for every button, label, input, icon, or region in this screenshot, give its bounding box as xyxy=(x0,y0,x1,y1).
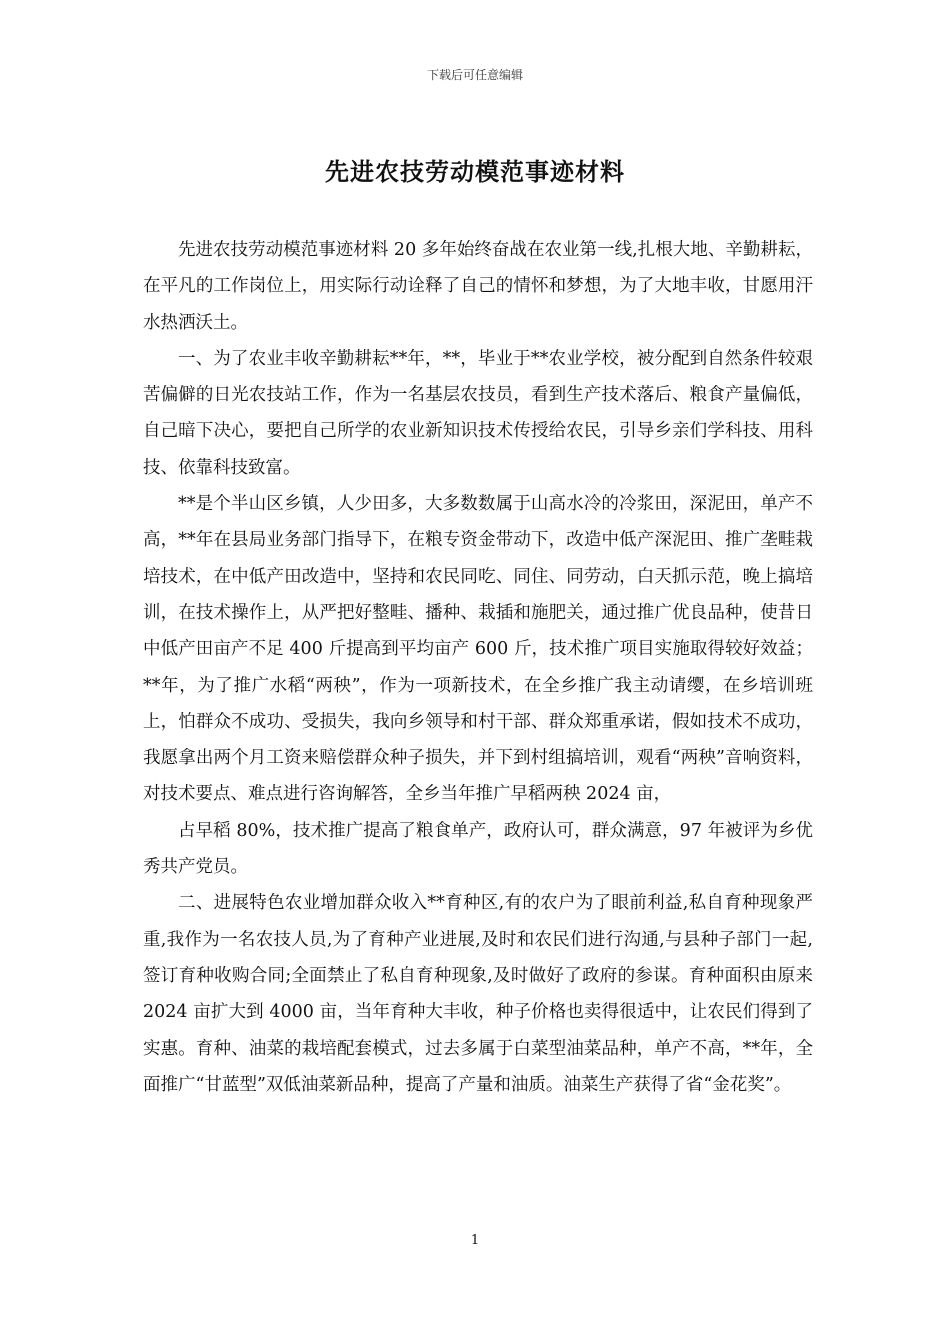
paragraph-section-one: 一、为了农业丰收辛勤耕耘**年，**，毕业于**农业学校，被分配到自然条件较艰苦偏僻的日光农技站工作，作为一名基层农技员，看到生产技术落后、粮食产量偏低，自己暗下决心，要把自己所学的农业新知识技术传授给农民，引导乡亲们学科技、用科技、依靠科技致富。 xyxy=(143,348,813,478)
paragraph-section-two: 二、进展特色农业增加群众收入**育种区,有的农户为了眼前利益,私自育种现象严重,我作为一名农技人员,为了育种产业进展,及时和农民们进行沟通,与县种子部门一起,签订育种收购合同;全面禁止了私自育种现象,及时做好了政府的参谋。育种面积由原来 2024 亩扩大到 4000 亩，当年育种大丰收，种子价格也卖得很适中，让农民们得到了实惠。育种、油菜的栽培配套模式，过去多属于白菜型油菜品种，单产不高，**年，全面推广“甘蓝型”双低油菜新品种，提高了产量和油质。油菜生产获得了省“金花奖”。 xyxy=(143,893,813,1095)
header-note: 下载后可任意编辑 xyxy=(426,68,523,82)
paragraph-results: 占早稻 80%，技术推广提高了粮食单产，政府认可，群众满意，97 年被评为乡优秀共产党员。 xyxy=(143,820,813,878)
paragraph-township: **是个半山区乡镇，人少田多，大多数数属于山高水冷的冷浆田，深泥田，单产不高，**年在县局业务部门指导下，在粮专资金带动下，改造中低产深泥田、推广垄畦栽培技术，在中低产田改造中，坚持和农民同吃、同住、同劳动，白天抓示范，晚上搞培训，在技术操作上，从严把好整畦、播种、栽插和施肥关，通过推广优良品种，使昔日中低产田亩产不足 400 斤提高到平均亩产 600 斤，技术推广项目实施取得较好效益；**年，为了推广水稻“两秧”，作为一项新技术，在全乡推广我主动请缨，在乡培训班上，怕群众不成功、受损失，我向乡领导和村干部、群众郑重承诺，假如技术不成功，我愿拿出两个月工资来赔偿群众种子损失，并下到村组搞培训，观看“两秧”音响资料，对技术要点、难点进行咨询解答，全乡当年推广早稻两秧 2024 亩， xyxy=(143,494,813,805)
document-body xyxy=(143,232,813,1103)
paragraph-intro: 先进农技劳动模范事迹材料 20 多年始终奋战在农业第一线,扎根大地、辛勤耕耘，在平凡的工作岗位上，用实际行动诠释了自己的情怀和梦想，为了大地丰收，甘愿用汗水热洒沃土。 xyxy=(143,240,813,333)
document-title: 先进农技劳动模范事迹材料 xyxy=(325,158,625,186)
page-number: 1 xyxy=(470,1233,480,1248)
